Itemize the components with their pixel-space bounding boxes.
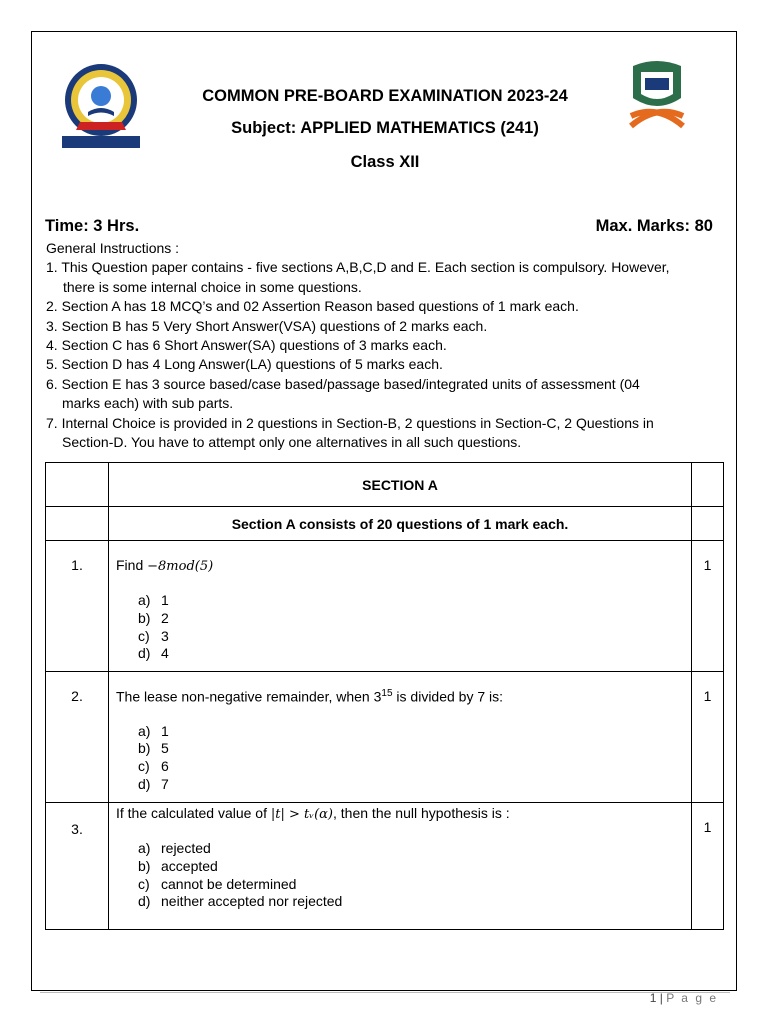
section-subtitle-row <box>46 507 724 541</box>
question-text: If the calculated value of |t| > tᵥ(α), then the null hypothesis is : a) rejected b) accepted c) cannot be determined d) neither accepted nor rejected <box>109 803 692 930</box>
question-marks: 1 <box>692 672 724 803</box>
question-row <box>46 803 724 930</box>
option: a) 1 <box>138 722 169 739</box>
instruction-5: 5. Section D has 4 Long Answer(LA) questions of 5 marks each. <box>46 356 443 373</box>
option: d) 7 <box>138 776 169 793</box>
question-row <box>46 672 724 803</box>
section-subtitle: Section A consists of 20 questions of 1 mark each. <box>109 507 692 541</box>
subject-title: Subject: APPLIED MATHEMATICS (241) <box>231 119 539 137</box>
instruction-7: 7. Internal Choice is provided in 2 questions in Section-B, 2 questions in Section-C, 2 Questions in <box>46 414 654 431</box>
instruction-1-cont: there is some internal choice in some questions. <box>63 278 362 295</box>
question-row <box>46 541 724 672</box>
option: b) 5 <box>138 740 169 757</box>
option: b) accepted <box>138 857 218 874</box>
section-header-row <box>46 463 724 507</box>
question-marks: 1 <box>692 803 724 930</box>
option: c) 3 <box>138 627 169 644</box>
question-number: 1. <box>46 541 109 672</box>
questions-table <box>45 462 724 930</box>
footer-rule <box>40 992 730 993</box>
option: a) rejected <box>138 840 211 856</box>
option: b) 2 <box>138 609 169 626</box>
math-expression: −8mod(5) <box>147 559 214 574</box>
instructions-title: General Instructions : <box>46 240 180 256</box>
instruction-6-cont: marks each) with sub parts. <box>62 395 234 412</box>
class-title: Class XII <box>350 153 420 171</box>
question-text: The lease non-negative remainder, when $3^{15}$ is divided by 7 is: a) 1 b) 5 c) 6 d) 7 <box>109 672 692 803</box>
question-number: 3. <box>46 803 109 930</box>
exam-title: COMMON PRE-BOARD EXAMINATION 2023-24 <box>202 87 568 105</box>
section-title: SECTION A <box>109 463 692 507</box>
instruction-7-cont: Section-D. You have to attempt only one alternatives in all such questions. <box>62 434 522 451</box>
options-list <box>138 592 691 663</box>
gulf-sahodaya-logo <box>58 60 144 152</box>
option: a) 1 <box>138 592 169 608</box>
option: c) 6 <box>138 758 169 775</box>
page-number: 1 | P a g e <box>649 991 718 1005</box>
question-number: 2. <box>46 672 109 803</box>
instruction-2: 2. Section A has 18 MCQ’s and 02 Assertion Reason based questions of 1 mark each. <box>46 298 579 315</box>
general-instructions <box>46 239 726 452</box>
options-list <box>138 723 691 794</box>
instruction-1: 1. This Question paper contains - five sections A,B,C,D and E. Each section is compulsory. However, <box>46 259 670 276</box>
math-expression: |t| > tᵥ(α) <box>270 807 334 822</box>
option: d) 4 <box>138 645 169 662</box>
max-marks: Max. Marks: 80 <box>595 217 713 235</box>
question-text: Find −8mod(5) a) 1 b) 2 c) 3 d) 4 <box>109 541 692 672</box>
option: d) neither accepted nor rejected <box>138 893 343 910</box>
instruction-6: 6. Section E has 3 source based/case based/passage based/integrated units of assessment (04 <box>46 375 640 392</box>
instruction-3: 3. Section B has 5 Very Short Answer(VSA) questions of 2 marks each. <box>46 317 488 334</box>
instruction-4: 4. Section C has 6 Short Answer(SA) questions of 3 marks each. <box>46 337 447 354</box>
options-list <box>138 840 691 911</box>
board-of-directors-logo <box>625 56 689 138</box>
time-allowed: Time: 3 Hrs. <box>45 217 140 235</box>
question-marks: 1 <box>692 541 724 672</box>
option: c) cannot be determined <box>138 875 297 892</box>
